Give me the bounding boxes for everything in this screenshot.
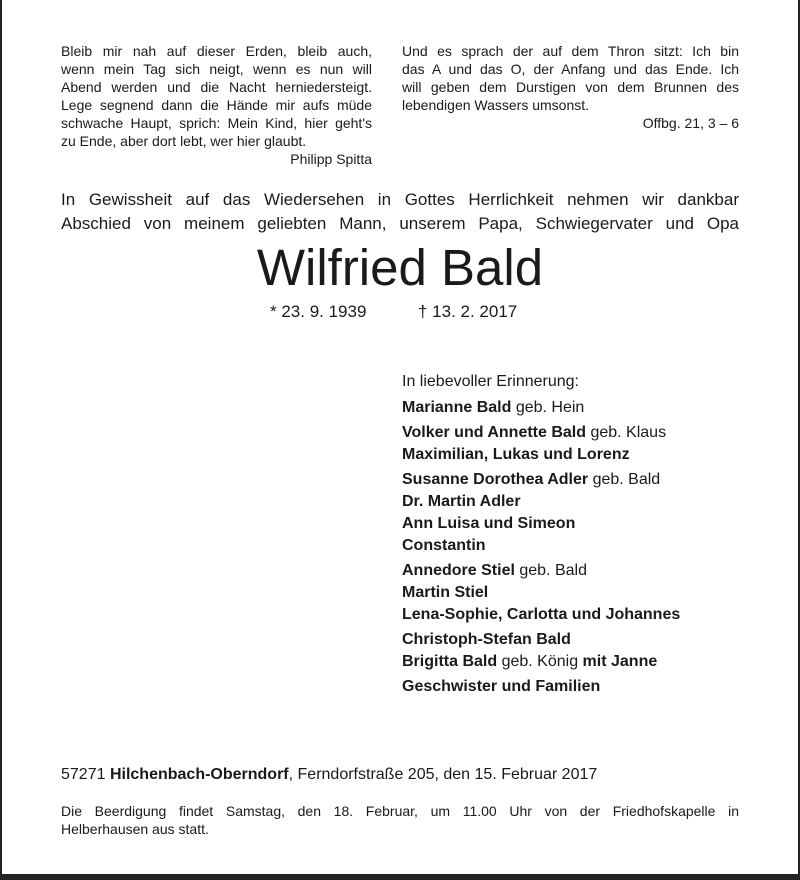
mourner-name: Susanne Dorothea Adler xyxy=(402,471,589,488)
mourner-name: Volker und Annette Bald xyxy=(402,424,587,441)
quote-reference: Offbg. 21, 3 – 6 xyxy=(642,115,739,131)
mourner-group xyxy=(402,676,762,698)
mourner-name: Geschwister und Familien xyxy=(402,678,601,695)
mourner-children: Constantin xyxy=(402,537,486,554)
address-street-date: , Ferndorfstraße 205, den 15. Februar 2017 xyxy=(288,766,598,783)
mourner-children: Ann Luisa und Simeon xyxy=(402,515,576,532)
birth-date: * 23. 9. 1939 xyxy=(270,302,367,321)
quote-line: Und es sprach der auf dem Thron sitzt: Ich bin xyxy=(402,43,739,59)
mourner-children: Lena-Sophie, Carlotta und Johannes xyxy=(402,606,681,623)
bible-quote-right xyxy=(402,42,739,132)
mourner-group xyxy=(402,469,762,557)
mourner-partner: Brigitta Bald xyxy=(402,653,498,670)
quote-line: zu Ende, aber dort lebt, wer hier glaubt. xyxy=(61,133,307,149)
quote-line: schwache Haupt, sprich: Mein Kind, hier geht's xyxy=(61,115,372,131)
mourner-name: Christoph-Stefan Bald xyxy=(402,631,571,648)
maiden-name: geb. Hein xyxy=(515,399,585,416)
quote-author: Philipp Spitta xyxy=(290,151,372,167)
death-date: † 13. 2. 2017 xyxy=(418,302,518,321)
mourner-group xyxy=(402,560,762,626)
maiden-name: geb. Klaus xyxy=(590,424,667,441)
funeral-notice xyxy=(61,802,739,838)
quote-line: Lege segnend dann die Hände mir aufs müde xyxy=(61,97,372,113)
quote-line: lebendigen Wassers umsonst. xyxy=(402,97,590,113)
mourner-group xyxy=(402,422,762,466)
deceased-name: Wilfried Bald xyxy=(256,239,544,296)
maiden-name: geb. König xyxy=(501,653,579,670)
mourner-name: Annedore Stiel xyxy=(402,562,515,579)
maiden-name: geb. Bald xyxy=(519,562,587,579)
address-zip: 57271 xyxy=(61,766,106,783)
maiden-name: geb. Bald xyxy=(592,471,661,488)
address-line xyxy=(61,764,597,786)
bible-quote-left xyxy=(61,42,372,168)
quote-line: will geben dem Durstigen von dem Brunnen des xyxy=(402,79,739,95)
mourner-children: Maximilian, Lukas und Lorenz xyxy=(402,446,630,463)
mourners-heading: In liebevoller Erinnerung: xyxy=(402,373,579,390)
funeral-line: Helberhausen aus statt. xyxy=(61,821,209,837)
quote-line: Bleib mir nah auf dieser Erden, bleib auch, xyxy=(61,43,372,59)
quote-line: Abend werden und die Nacht herniedersteigt. xyxy=(61,79,372,95)
mourner-group xyxy=(402,629,762,673)
intro-line: Abschied von meinem geliebten Mann, unserem Papa, Schwiegervater und Opa xyxy=(61,214,739,233)
mourner-child: mit Janne xyxy=(582,653,658,670)
mourner-spouse: Martin Stiel xyxy=(402,584,489,601)
address-town: Hilchenbach-Oberndorf xyxy=(109,766,289,783)
quote-line: wenn mein Tag sich neigt, wenn es nun will xyxy=(61,61,372,77)
intro-text xyxy=(61,188,739,236)
mourner-group xyxy=(402,397,762,419)
mourner-spouse: Dr. Martin Adler xyxy=(402,493,521,510)
intro-line: In Gewissheit auf das Wiedersehen in Gottes Herrlichkeit nehmen wir dankbar xyxy=(61,190,739,209)
mourner-name: Marianne Bald xyxy=(402,399,512,416)
quote-line: das A und das O, der Anfang und das Ende. Ich xyxy=(402,61,739,77)
mourners-list xyxy=(402,371,762,701)
funeral-line: Die Beerdigung findet Samstag, den 18. Februar, um 11.00 Uhr von der Friedhofskapelle in xyxy=(61,803,739,819)
